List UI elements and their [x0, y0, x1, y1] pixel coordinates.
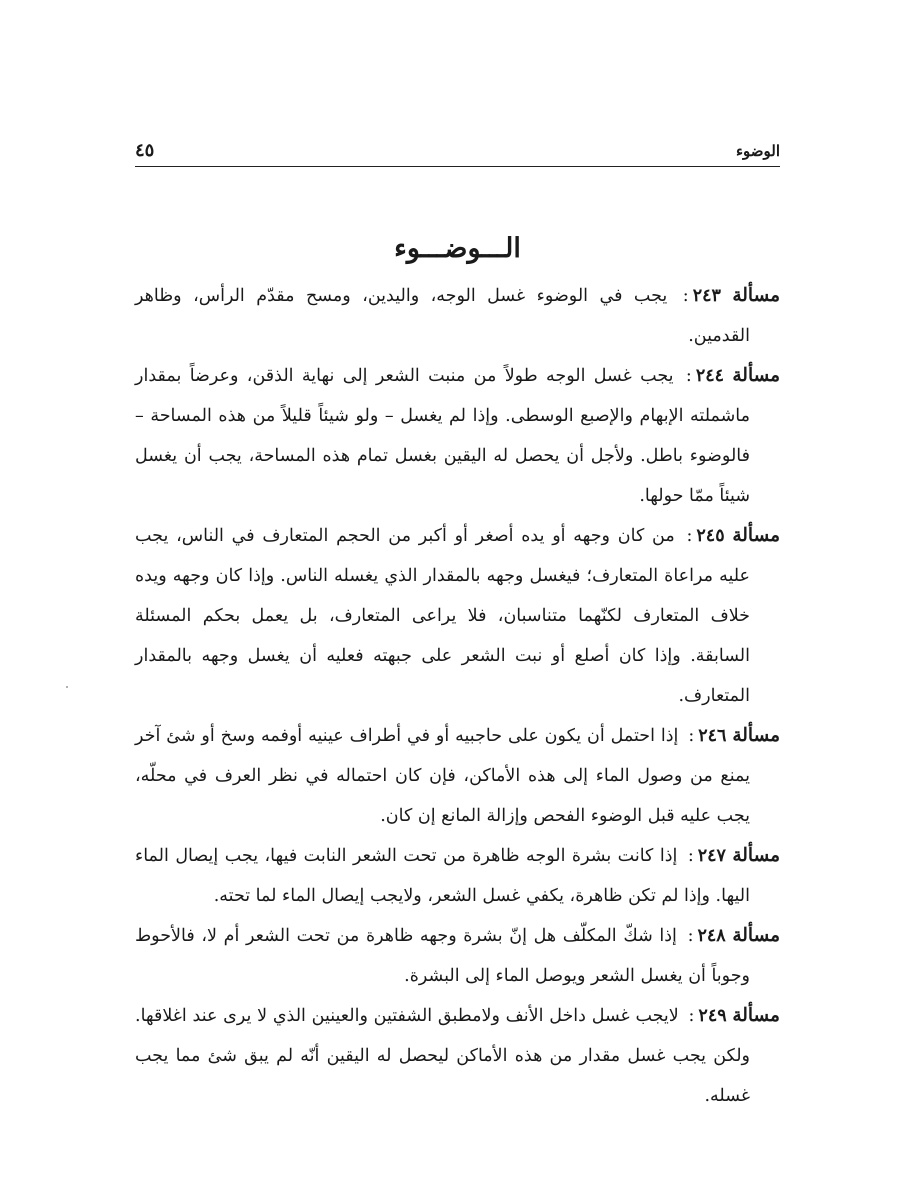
issue-paragraph: [135, 716, 780, 836]
issue-label: مسألة: [732, 285, 780, 306]
issue-separator: :: [687, 926, 694, 946]
issue-paragraph: [135, 836, 780, 916]
issue-label: مسألة: [732, 925, 780, 946]
issue-label: مسألة: [732, 525, 780, 546]
issue-text: يجب غسل الوجه طولاً من منبت الشعر إلى نهاية الذقن، وعرضاً بمقدار ماشملته الإبهام والإصبع الوسطى. وإذا لم يغسل – ولو شيئاً قليلاً من هذه المساحة – فالوضوء باطل. ولأجل أن يحصل له اليقين بغسل تمام هذه المساحة، يجب أن يغسل شيئاً ممّا حولها.: [135, 366, 750, 506]
page-number: ٤٥: [135, 140, 155, 161]
issue-number: ٢٤٦: [698, 726, 727, 746]
issue-text: إذا كانت بشرة الوجه ظاهرة من تحت الشعر النابت فيها، يجب إيصال الماء اليها. وإذا لم تكن ظاهرة، يكفي غسل الشعر، ولايجب إيصال الماء لما تحته.: [135, 846, 750, 906]
issue-text: لايجب غسل داخل الأنف ولامطبق الشفتين والعينين الذي لا يرى عند اغلاقها. ولكن يجب غسل مقدار من هذه الأماكن ليحصل له اليقين أنّه لم يبق شئ مما يجب غسله.: [135, 1006, 750, 1106]
issue-label: مسألة: [732, 725, 780, 746]
header-rule: [135, 166, 780, 167]
issue-label: مسألة: [732, 1005, 780, 1026]
issue-separator: :: [688, 1006, 695, 1026]
issue-text: يجب في الوضوء غسل الوجه، واليدين، ومسح مقدّم الرأس، وظاهر القدمين.: [135, 286, 750, 346]
issue-paragraph: [135, 916, 780, 996]
issue-number: ٢٤٥: [696, 526, 725, 546]
issue-number: ٢٤٨: [697, 926, 726, 946]
issue-text: إذا شكّ المكلّف هل إنّ بشرة وجهه ظاهرة من تحت الشعر أم لا، فالأحوط وجوباً أن يغسل الشعر ويوصل الماء إلى البشرة.: [135, 926, 750, 986]
issue-paragraph: [135, 516, 780, 716]
issue-paragraph: [135, 996, 780, 1116]
issue-label: مسألة: [732, 845, 780, 866]
running-header-title: الوضوء: [735, 142, 780, 160]
issue-paragraph: [135, 276, 780, 356]
issue-number: ٢٤٤: [695, 366, 725, 386]
issue-text: إذا احتمل أن يكون على حاجبيه أو في أطراف عينيه أوفمه وسخ أو شئ آخر يمنع من وصول الماء إلى هذه الأماكن، فإن كان احتماله في نظر العرف في محلّه، يجب عليه قبل الوضوء الفحص وإزالة المانع إن كان.: [135, 726, 750, 826]
issue-number: ٢٤٩: [698, 1006, 727, 1026]
issue-separator: :: [688, 726, 695, 746]
issue-separator: :: [687, 846, 694, 866]
issue-separator: :: [685, 366, 692, 386]
body-text: [135, 228, 780, 1116]
issue-paragraph: [135, 356, 780, 516]
issue-separator: :: [682, 286, 689, 306]
issue-text: من كان وجهه أو يده أصغر أو أكبر من الحجم المتعارف في الناس، يجب عليه مراعاة المتعارف؛ فيغسل وجهه بالمقدار الذي يغسله الناس. وإذا كان وجهه ويده خلاف المتعارف لكنّهما متناسبان، فلا يراعى المتعارف، بل يعمل بحكم المسئلة السابقة. وإذا كان أصلع أو نبت الشعر على جبهته فعليه أن يغسل وجهه بالمقدار المتعارف.: [135, 526, 750, 706]
issue-separator: :: [686, 526, 693, 546]
issue-number: ٢٤٣: [692, 286, 721, 306]
issue-label: مسألة: [732, 365, 780, 386]
margin-speck: [66, 686, 68, 688]
section-title: الـــوضـــوء: [394, 233, 521, 264]
issue-number: ٢٤٧: [697, 846, 726, 866]
